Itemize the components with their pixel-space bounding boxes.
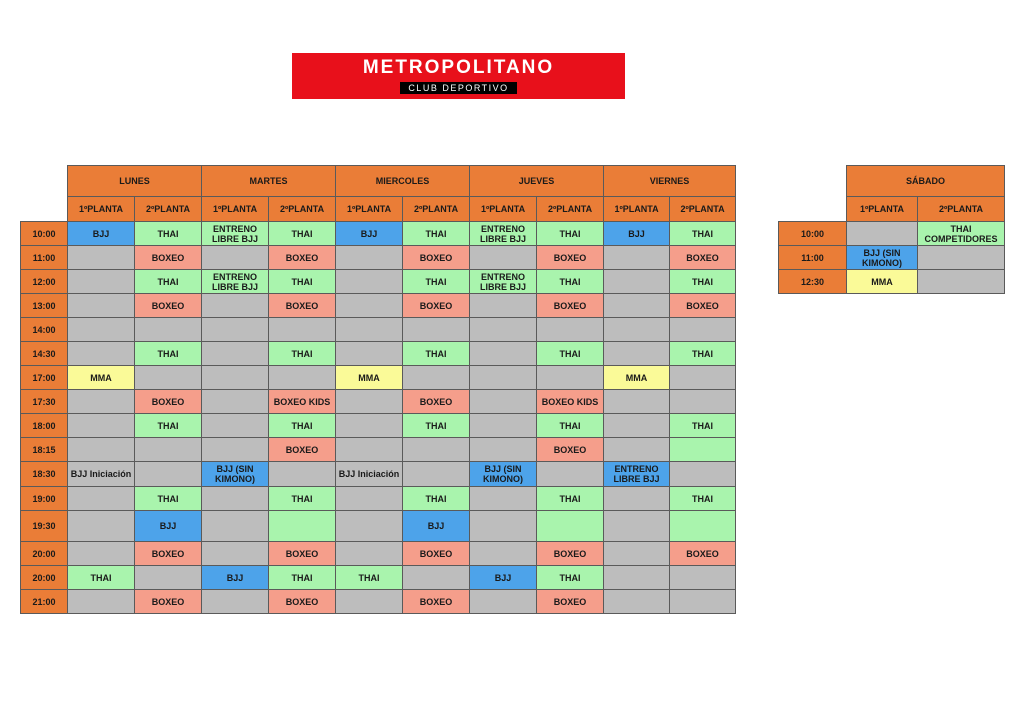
class-cell: BOXEO	[269, 438, 336, 462]
class-cell	[135, 438, 202, 462]
class-cell	[336, 270, 403, 294]
day-header: MARTES	[202, 166, 336, 197]
class-cell	[202, 318, 269, 342]
schedule-row	[21, 542, 736, 566]
corner-blank	[21, 197, 68, 222]
schedule-row	[779, 270, 1005, 294]
class-cell	[403, 318, 470, 342]
class-cell: THAI	[670, 342, 736, 366]
class-cell	[470, 542, 537, 566]
class-cell	[135, 318, 202, 342]
class-cell	[202, 590, 269, 614]
class-cell: BOXEO	[537, 542, 604, 566]
class-cell	[604, 542, 670, 566]
time-label: 11:00	[21, 246, 68, 270]
schedule-row	[21, 438, 736, 462]
floor-header: 1ºPLANTA	[847, 197, 918, 222]
day-header-saturday: SÁBADO	[847, 166, 1005, 197]
class-cell: THAI	[269, 414, 336, 438]
class-cell	[68, 270, 135, 294]
class-cell: BOXEO	[670, 294, 736, 318]
class-cell: BOXEO	[670, 246, 736, 270]
class-cell	[604, 414, 670, 438]
floor-header: 2ºPLANTA	[670, 197, 736, 222]
schedule-row	[21, 487, 736, 511]
class-cell: BJJ Iniciación	[336, 462, 403, 487]
class-cell	[68, 511, 135, 542]
class-cell	[68, 342, 135, 366]
class-cell	[670, 566, 736, 590]
time-label: 17:30	[21, 390, 68, 414]
floor-header: 2ºPLANTA	[269, 197, 336, 222]
class-cell	[470, 590, 537, 614]
class-cell	[202, 294, 269, 318]
class-cell: THAI COMPETIDORES	[918, 222, 1005, 246]
corner-blank	[21, 166, 68, 197]
class-cell	[604, 246, 670, 270]
schedule-row	[779, 246, 1005, 270]
class-cell: THAI	[670, 487, 736, 511]
class-cell	[604, 566, 670, 590]
class-cell: ENTRENO LIBRE BJJ	[470, 222, 537, 246]
class-cell	[336, 487, 403, 511]
schedule-row	[21, 366, 736, 390]
time-label: 11:00	[779, 246, 847, 270]
corner-blank	[779, 197, 847, 222]
class-cell: THAI	[670, 270, 736, 294]
class-cell: BJJ	[336, 222, 403, 246]
class-cell	[537, 366, 604, 390]
class-cell	[202, 246, 269, 270]
class-cell: THAI	[537, 270, 604, 294]
schedule-row	[21, 390, 736, 414]
schedule-row	[779, 222, 1005, 246]
class-cell: BOXEO	[135, 590, 202, 614]
class-cell: THAI	[403, 342, 470, 366]
floor-header: 1ºPLANTA	[202, 197, 269, 222]
class-cell: BOXEO	[537, 294, 604, 318]
floor-header: 1ºPLANTA	[68, 197, 135, 222]
time-label: 20:00	[21, 566, 68, 590]
class-cell	[604, 294, 670, 318]
class-cell	[470, 511, 537, 542]
class-cell	[202, 511, 269, 542]
class-cell	[202, 487, 269, 511]
class-cell: BOXEO	[269, 542, 336, 566]
class-cell: THAI	[269, 487, 336, 511]
class-cell: ENTRENO LIBRE BJJ	[470, 270, 537, 294]
class-cell: BJJ	[403, 511, 470, 542]
class-cell: THAI	[135, 487, 202, 511]
class-cell	[670, 318, 736, 342]
class-cell: BOXEO KIDS	[269, 390, 336, 414]
class-cell: BJJ (SIN KIMONO)	[202, 462, 269, 487]
time-label: 14:00	[21, 318, 68, 342]
class-cell: THAI	[537, 414, 604, 438]
class-cell	[537, 462, 604, 487]
class-cell	[403, 366, 470, 390]
time-label: 18:15	[21, 438, 68, 462]
class-cell	[68, 487, 135, 511]
class-cell: BOXEO	[269, 590, 336, 614]
class-cell	[604, 318, 670, 342]
time-label: 19:30	[21, 511, 68, 542]
time-label: 21:00	[21, 590, 68, 614]
class-cell: BJJ (SIN KIMONO)	[470, 462, 537, 487]
class-cell: THAI	[269, 270, 336, 294]
class-cell	[670, 590, 736, 614]
class-cell: THAI	[403, 414, 470, 438]
class-cell	[470, 294, 537, 318]
class-cell: THAI	[403, 222, 470, 246]
floor-header: 1ºPLANTA	[604, 197, 670, 222]
class-cell	[336, 590, 403, 614]
time-label: 20:00	[21, 542, 68, 566]
class-cell	[269, 511, 336, 542]
class-cell	[336, 542, 403, 566]
class-cell: THAI	[537, 342, 604, 366]
day-header: VIERNES	[604, 166, 736, 197]
schedule-row	[21, 270, 736, 294]
class-cell	[470, 438, 537, 462]
class-cell: THAI	[269, 222, 336, 246]
schedule-row	[21, 511, 736, 542]
class-cell	[403, 438, 470, 462]
class-cell	[403, 462, 470, 487]
class-cell	[604, 342, 670, 366]
class-cell	[336, 318, 403, 342]
class-cell: MMA	[336, 366, 403, 390]
class-cell: BOXEO	[403, 390, 470, 414]
class-cell	[847, 222, 918, 246]
time-label: 10:00	[21, 222, 68, 246]
class-cell	[537, 318, 604, 342]
class-cell: THAI	[68, 566, 135, 590]
class-cell	[336, 294, 403, 318]
class-cell: BJJ	[135, 511, 202, 542]
class-cell	[670, 511, 736, 542]
schedule-row	[21, 414, 736, 438]
class-cell	[670, 390, 736, 414]
class-cell	[604, 511, 670, 542]
class-cell: BOXEO	[537, 438, 604, 462]
class-cell	[68, 590, 135, 614]
class-cell: BJJ	[202, 566, 269, 590]
floor-header: 1ºPLANTA	[336, 197, 403, 222]
time-label: 12:30	[779, 270, 847, 294]
day-header: MIERCOLES	[336, 166, 470, 197]
class-cell: THAI	[403, 270, 470, 294]
class-cell	[202, 414, 269, 438]
class-cell	[202, 342, 269, 366]
class-cell: BOXEO KIDS	[537, 390, 604, 414]
saturday-schedule-table	[778, 165, 1005, 294]
class-cell: THAI	[537, 222, 604, 246]
class-cell: THAI	[670, 414, 736, 438]
class-cell	[202, 390, 269, 414]
class-cell	[202, 438, 269, 462]
class-cell: BOXEO	[537, 246, 604, 270]
class-cell	[269, 318, 336, 342]
class-cell: THAI	[269, 342, 336, 366]
class-cell: BOXEO	[537, 590, 604, 614]
class-cell: THAI	[135, 342, 202, 366]
schedule-row	[21, 294, 736, 318]
class-cell: BOXEO	[670, 542, 736, 566]
class-cell: BJJ	[68, 222, 135, 246]
class-cell	[269, 462, 336, 487]
schedule-row	[21, 342, 736, 366]
class-cell: ENTRENO LIBRE BJJ	[202, 270, 269, 294]
class-cell	[604, 270, 670, 294]
logo-title: METROPOLITANO	[362, 57, 555, 78]
day-header: LUNES	[68, 166, 202, 197]
class-cell	[604, 487, 670, 511]
class-cell: THAI	[269, 566, 336, 590]
class-cell	[670, 462, 736, 487]
class-cell: THAI	[135, 414, 202, 438]
class-cell: BOXEO	[403, 294, 470, 318]
class-cell: MMA	[847, 270, 918, 294]
class-cell	[470, 390, 537, 414]
schedule-row	[21, 318, 736, 342]
time-label: 13:00	[21, 294, 68, 318]
class-cell	[336, 511, 403, 542]
class-cell: BOXEO	[135, 246, 202, 270]
class-cell	[336, 342, 403, 366]
floor-header: 2ºPLANTA	[403, 197, 470, 222]
class-cell	[604, 438, 670, 462]
schedule-row	[21, 222, 736, 246]
class-cell	[135, 366, 202, 390]
class-cell: BOXEO	[135, 542, 202, 566]
class-cell	[336, 438, 403, 462]
class-cell: THAI	[670, 222, 736, 246]
class-cell	[336, 246, 403, 270]
class-cell	[202, 542, 269, 566]
class-cell: THAI	[537, 487, 604, 511]
class-cell	[68, 438, 135, 462]
class-cell: THAI	[336, 566, 403, 590]
class-cell	[68, 390, 135, 414]
class-cell: BJJ (SIN KIMONO)	[847, 246, 918, 270]
schedule-row	[21, 246, 736, 270]
class-cell: BOXEO	[135, 294, 202, 318]
class-cell	[670, 438, 736, 462]
class-cell	[470, 342, 537, 366]
class-cell	[68, 542, 135, 566]
class-cell: ENTRENO LIBRE BJJ	[604, 462, 670, 487]
class-cell: BJJ Iniciación	[68, 462, 135, 487]
class-cell: MMA	[68, 366, 135, 390]
time-label: 18:00	[21, 414, 68, 438]
time-label: 18:30	[21, 462, 68, 487]
class-cell	[68, 294, 135, 318]
class-cell	[68, 246, 135, 270]
class-cell	[336, 390, 403, 414]
club-logo	[292, 53, 625, 99]
time-label: 10:00	[779, 222, 847, 246]
class-cell	[470, 414, 537, 438]
time-label: 17:00	[21, 366, 68, 390]
logo-subtitle: CLUB DEPORTIVO	[400, 82, 516, 94]
floor-header: 1ºPLANTA	[470, 197, 537, 222]
class-cell: ENTRENO LIBRE BJJ	[202, 222, 269, 246]
class-cell: THAI	[135, 270, 202, 294]
floor-header: 2ºPLANTA	[537, 197, 604, 222]
class-cell	[670, 366, 736, 390]
class-cell	[202, 366, 269, 390]
class-cell	[537, 511, 604, 542]
class-cell	[68, 414, 135, 438]
time-label: 19:00	[21, 487, 68, 511]
day-header: JUEVES	[470, 166, 604, 197]
schedule-row	[21, 590, 736, 614]
class-cell: BOXEO	[403, 590, 470, 614]
schedule-row	[21, 566, 736, 590]
class-cell	[470, 318, 537, 342]
class-cell: BOXEO	[269, 294, 336, 318]
class-cell	[269, 366, 336, 390]
floor-header: 2ºPLANTA	[918, 197, 1005, 222]
class-cell: BOXEO	[269, 246, 336, 270]
class-cell: THAI	[537, 566, 604, 590]
class-cell: THAI	[135, 222, 202, 246]
corner-blank	[779, 166, 847, 197]
time-label: 12:00	[21, 270, 68, 294]
class-cell	[604, 590, 670, 614]
weekday-schedule-table	[20, 165, 736, 614]
class-cell	[470, 246, 537, 270]
class-cell: BOXEO	[135, 390, 202, 414]
time-label: 14:30	[21, 342, 68, 366]
class-cell: BOXEO	[403, 542, 470, 566]
class-cell	[470, 366, 537, 390]
class-cell: BJJ	[604, 222, 670, 246]
class-cell	[403, 566, 470, 590]
class-cell	[604, 390, 670, 414]
class-cell: THAI	[403, 487, 470, 511]
class-cell	[135, 566, 202, 590]
class-cell	[135, 462, 202, 487]
class-cell	[918, 270, 1005, 294]
class-cell	[918, 246, 1005, 270]
schedule-row	[21, 462, 736, 487]
class-cell: MMA	[604, 366, 670, 390]
class-cell	[68, 318, 135, 342]
class-cell	[470, 487, 537, 511]
class-cell	[336, 414, 403, 438]
class-cell: BJJ	[470, 566, 537, 590]
class-cell: BOXEO	[403, 246, 470, 270]
floor-header: 2ºPLANTA	[135, 197, 202, 222]
